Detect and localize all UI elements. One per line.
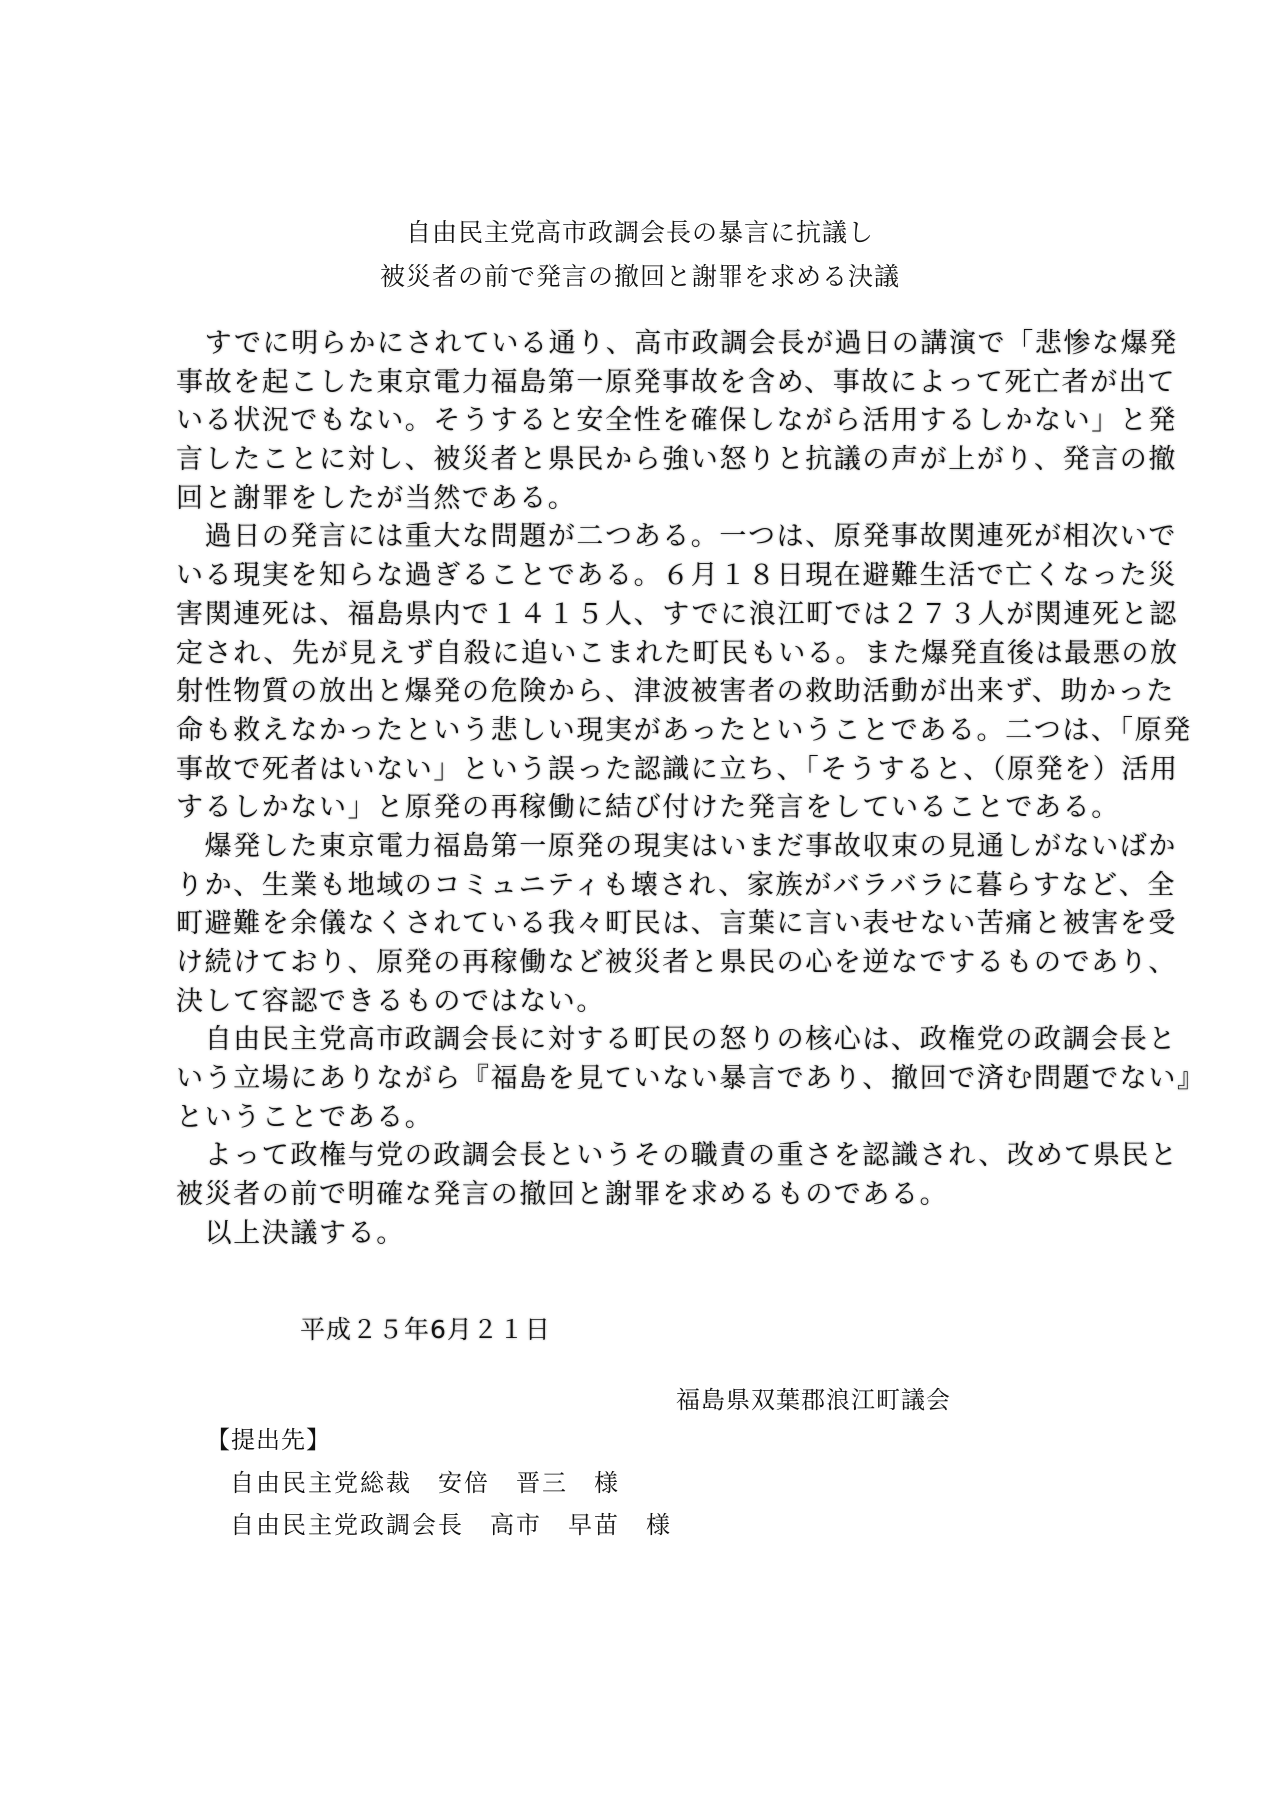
body-line: ということである。 — [176, 1101, 434, 1133]
body-line: 命も救えなかったという悲しい現実があったということである。二つは、「原発 — [176, 714, 1192, 746]
body-line: 被災者の前で明確な発言の撤回と謝罪を求めるものである。 — [176, 1179, 949, 1211]
body-line: すでに明らかにされている通り、高市政調会長が過日の講演で「悲惨な爆発 — [176, 328, 1178, 359]
body-line: 事故で死者はいない」という誤った認識に立ち、「そうすると、（原発を）活用 — [176, 753, 1179, 785]
body-line: け続けており、原発の再稼働など被災者と県民の心を逆なでするものであり、 — [176, 947, 1177, 978]
body-line: 回と謝罪をしたが当然である。 — [176, 482, 577, 514]
body-line: 定され、先が見えず自殺に追いこまれた町民もいる。また爆発直後は最悪の放 — [176, 637, 1179, 669]
resolution-body — [176, 325, 1206, 1254]
body-line: 町避難を余儀なくされている我々町民は、言葉に言い表せない苦痛と被害を受 — [176, 908, 1177, 940]
body-line: 自由民主党高市政調会長に対する町民の怒りの核心は、政権党の政調会長と — [176, 1024, 1177, 1056]
body-line: 射性物質の放出と爆発の危険から、津波被害者の救助活動が出来ず、助かった — [176, 676, 1175, 708]
body-line: よって政権与党の政調会長というその職責の重さを認識され、改めて県民と — [176, 1140, 1179, 1172]
body-line: いう立場にありながら『福島を見ていない暴言であり、撤回で済む問題でない』 — [176, 1063, 1206, 1095]
resolution-title-line-2: 被災者の前で発言の撤回と謝罪を求める決議 — [379, 262, 900, 291]
body-line: 事故を起こした東京電力福島第一原発事故を含め、事故によって死亡者が出て — [176, 366, 1176, 398]
issuing-council: 福島県双葉郡浪江町議会 — [676, 1386, 951, 1414]
resolution-date: 平成２５年6月２１日 — [300, 1315, 551, 1344]
body-line: いる現実を知らな過ぎることである。６月１８日現在避難生活で亡くなった災 — [176, 560, 1177, 592]
body-line: するしかない」と原発の再稼働に結び付けた発言をしていることである。 — [176, 792, 1120, 824]
recipient-line: 自由民主党政調会長 高市 早苗 様 — [230, 1511, 672, 1539]
body-line: りか、生業も地域のコミュニティも壊され、家族がバラバラに暮らすなど、全 — [176, 869, 1176, 901]
resolution-title-line-1: 自由民主党高市政調会長の暴言に抗議し — [405, 218, 874, 247]
submission-heading: 【提出先】 — [206, 1426, 331, 1454]
body-line: 爆発した東京電力福島第一原発の現実はいまだ事故収束の見通しがないばか — [176, 830, 1177, 862]
body-line: 害関連死は、福島県内で１４１５人、すでに浪江町では２７３人が関連死と認 — [176, 598, 1178, 630]
recipient-line: 自由民主党総裁 安倍 晋三 様 — [230, 1469, 620, 1497]
body-line: 言したことに対し、被災者と県民から強い怒りと抗議の声が上がり、発言の撤 — [176, 444, 1177, 476]
body-line: 決して容認できるものではない。 — [176, 985, 605, 1017]
body-line: 過日の発言には重大な問題が二つある。一つは、原発事故関連死が相次いで — [176, 521, 1177, 553]
body-line: いる状況でもない。そうすると安全性を確保しながら活用するしかない」と発 — [176, 405, 1177, 437]
body-line: 以上決議する。 — [176, 1217, 405, 1249]
